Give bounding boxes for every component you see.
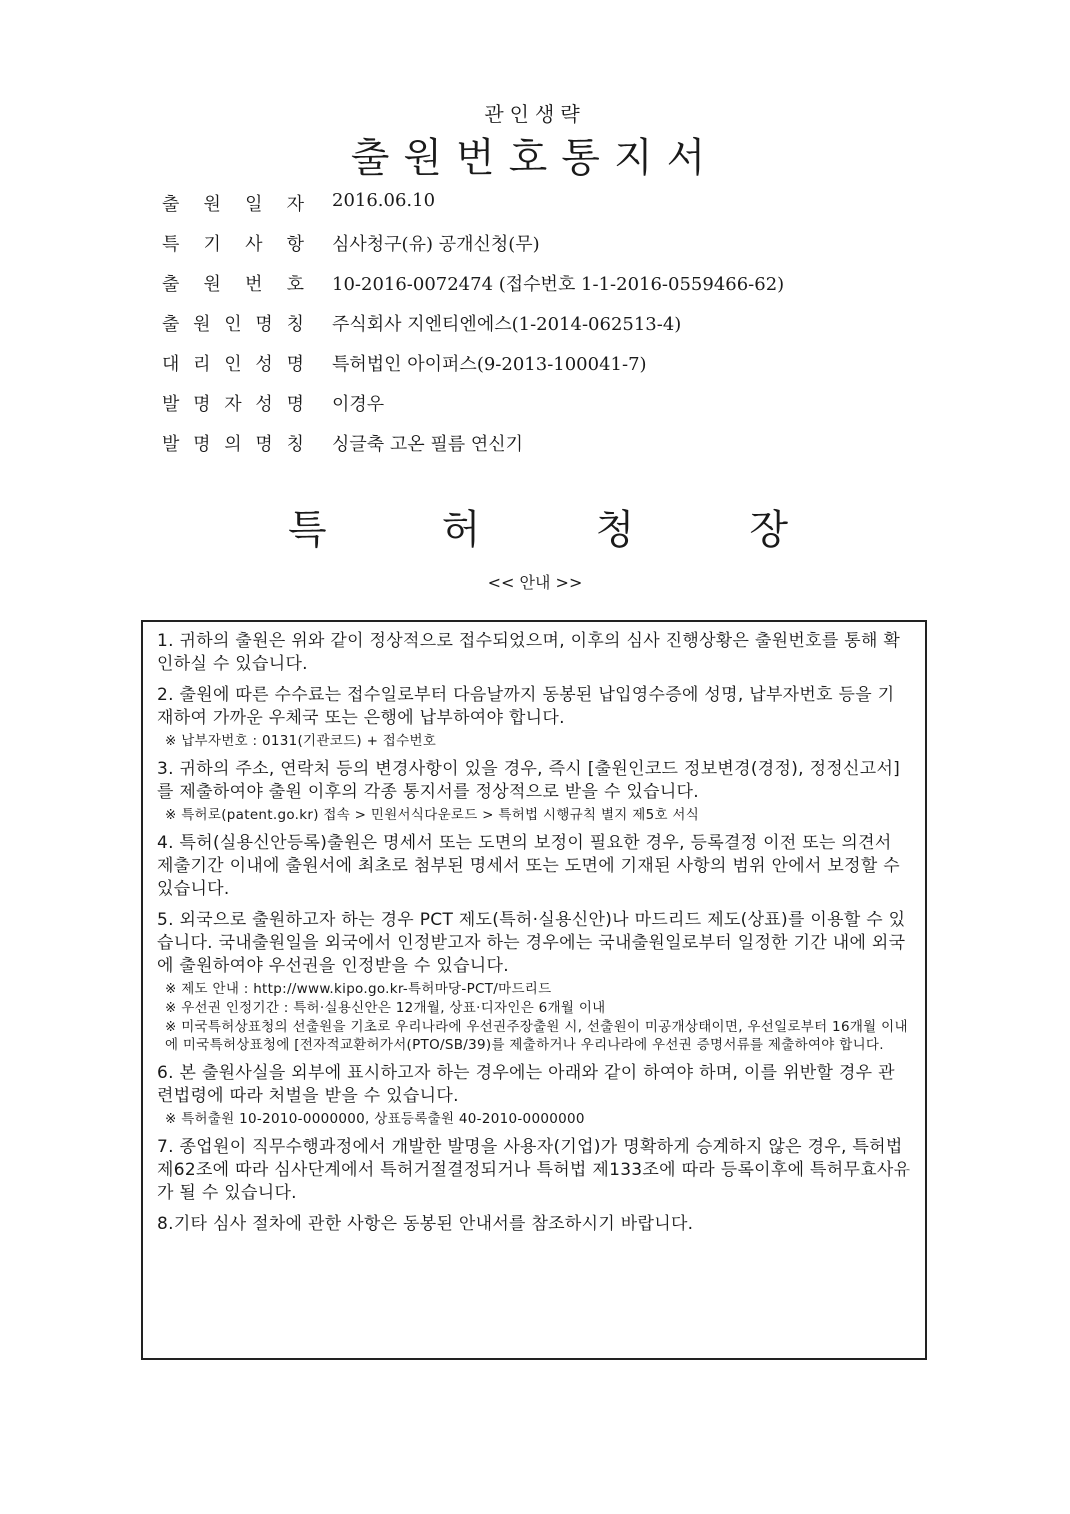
guide-item xyxy=(157,1213,911,1236)
kicker: 관인생략 xyxy=(484,102,586,126)
field-label: 특 기 사 항 xyxy=(162,234,304,255)
field-row xyxy=(162,270,962,310)
office-char: 청 xyxy=(595,507,635,553)
field-label: 발 명 자 성 명 xyxy=(162,394,304,415)
field-label: 출 원 일 자 xyxy=(162,194,304,215)
guide-item xyxy=(157,684,911,750)
guide-box xyxy=(141,620,927,1360)
document-title: 출원번호통지서 xyxy=(350,135,720,181)
office-name xyxy=(288,498,788,555)
guide-item-text: 7. 종업원이 직무수행과정에서 개발한 발명을 사용자(기업)가 명확하게 승계하지 않은 경우, 특허법 제62조에 따라 심사단계에서 특허거절결정되거나 특허법 제133조에 따라 등록이후에 특허무효사유가 될 수 있습니다. xyxy=(157,1137,911,1203)
field-label: 출 원 인 명 칭 xyxy=(162,314,304,335)
guide-item-text: 2. 출원에 따른 수수료는 접수일로부터 다음날까지 동봉된 납입영수증에 성명, 납부자번호 등을 기재하여 가까운 우체국 또는 은행에 납부하여야 합니다. xyxy=(157,685,895,728)
guide-item-text: 4. 특허(실용신안등록)출원은 명세서 또는 도면의 보정이 필요한 경우, 등록결정 이전 또는 의견서 제출기간 이내에 출원서에 최초로 첨부된 명세서 또는 도면에 기재된 사항의 범위 안에서 보정할 수 있습니다. xyxy=(157,833,901,899)
field-label: 발 명 의 명 칭 xyxy=(162,434,304,455)
field-row xyxy=(162,350,962,390)
field-row xyxy=(162,190,962,230)
guide-item-text: 1. 귀하의 출원은 위와 같이 정상적으로 접수되었으며, 이후의 심사 진행상황은 출원번호를 통해 확인하실 수 있습니다. xyxy=(157,631,901,674)
field-value: 주식회사 지엔티엔에스(1-2014-062513-4) xyxy=(332,314,682,335)
guide-item-text: 8.기타 심사 절차에 관한 사항은 동봉된 안내서를 참조하시기 바랍니다. xyxy=(157,1214,694,1234)
guide-item xyxy=(157,758,911,824)
field-row xyxy=(162,230,962,270)
guide-item xyxy=(157,630,911,676)
guide-note: ※ 납부자번호 : 0131(기관코드) + 접수번호 xyxy=(165,733,437,749)
field-value: 싱글축 고온 필름 연신기 xyxy=(332,434,524,455)
guide-note: ※ 제도 안내 : http://www.kipo.go.kr-특허마당-PCT/마드리드 xyxy=(165,981,552,997)
guide-note: ※ 특허로(patent.go.kr) 접속 > 민원서식다운로드 > 특허법 시행규칙 별지 제5호 서식 xyxy=(165,807,700,823)
guide-item xyxy=(157,832,911,901)
info-fields xyxy=(162,190,962,470)
field-value: 특허법인 아이퍼스(9-2013-100041-7) xyxy=(332,354,647,375)
field-value: 2016.06.10 xyxy=(332,190,436,211)
field-row xyxy=(162,310,962,350)
field-value: 10-2016-0072474 (접수번호 1-1-2016-0559466-62) xyxy=(332,274,785,295)
guide-item-text: 5. 외국으로 출원하고자 하는 경우 PCT 제도(특허·실용신안)나 마드리드 제도(상표)를 이용할 수 있습니다. 국내출원일을 외국에서 인정받고자 하는 경우에는 국내출원일로부터 일정한 기간 내에 외국에 출원하여야 우선권을 인정받을 수 있습니다. xyxy=(157,910,906,976)
guide-item xyxy=(157,1062,911,1128)
guide-item-text: 3. 귀하의 주소, 연락처 등의 변경사항이 있을 경우, 즉시 [출원인코드 정보변경(경정), 정정신고서]를 제출하여야 출원 이후의 각종 통지서를 정상적으로 받을 수 있습니다. xyxy=(157,759,901,802)
field-row xyxy=(162,390,962,430)
field-label: 대 리 인 성 명 xyxy=(162,354,304,375)
guide-note: ※ 우선권 인정기간 : 특허·실용신안은 12개월, 상표·디자인은 6개월 이내 xyxy=(165,1000,606,1016)
guide-heading: << 안내 >> xyxy=(487,573,583,592)
guide-item-text: 6. 본 출원사실을 외부에 표시하고자 하는 경우에는 아래와 같이 하여야 하며, 이를 위반할 경우 관련법령에 따라 처벌을 받을 수 있습니다. xyxy=(157,1063,895,1106)
guide-note: ※ 미국특허상표청의 선출원을 기초로 우리나라에 우선권주장출원 시, 선출원이 미공개상태이면, 우선일로부터 16개월 이내에 미국특허상표청에 [전자적교환허가서(PTO/SB/39)를 제출하거나 우리나라에 우선권 증명서류를 제출하여야 합니다. xyxy=(165,1019,908,1053)
guide-item xyxy=(157,909,911,1054)
office-char: 특 xyxy=(288,507,327,553)
field-row xyxy=(162,430,962,470)
field-label: 출 원 번 호 xyxy=(162,274,304,295)
office-char: 장 xyxy=(749,507,788,553)
guide-item xyxy=(157,1136,911,1205)
office-char: 허 xyxy=(441,507,481,553)
field-value: 심사청구(유) 공개신청(무) xyxy=(332,234,540,255)
guide-note: ※ 특허출원 10-2010-0000000, 상표등록출원 40-2010-0000000 xyxy=(165,1111,585,1127)
field-value: 이경우 xyxy=(332,394,385,415)
